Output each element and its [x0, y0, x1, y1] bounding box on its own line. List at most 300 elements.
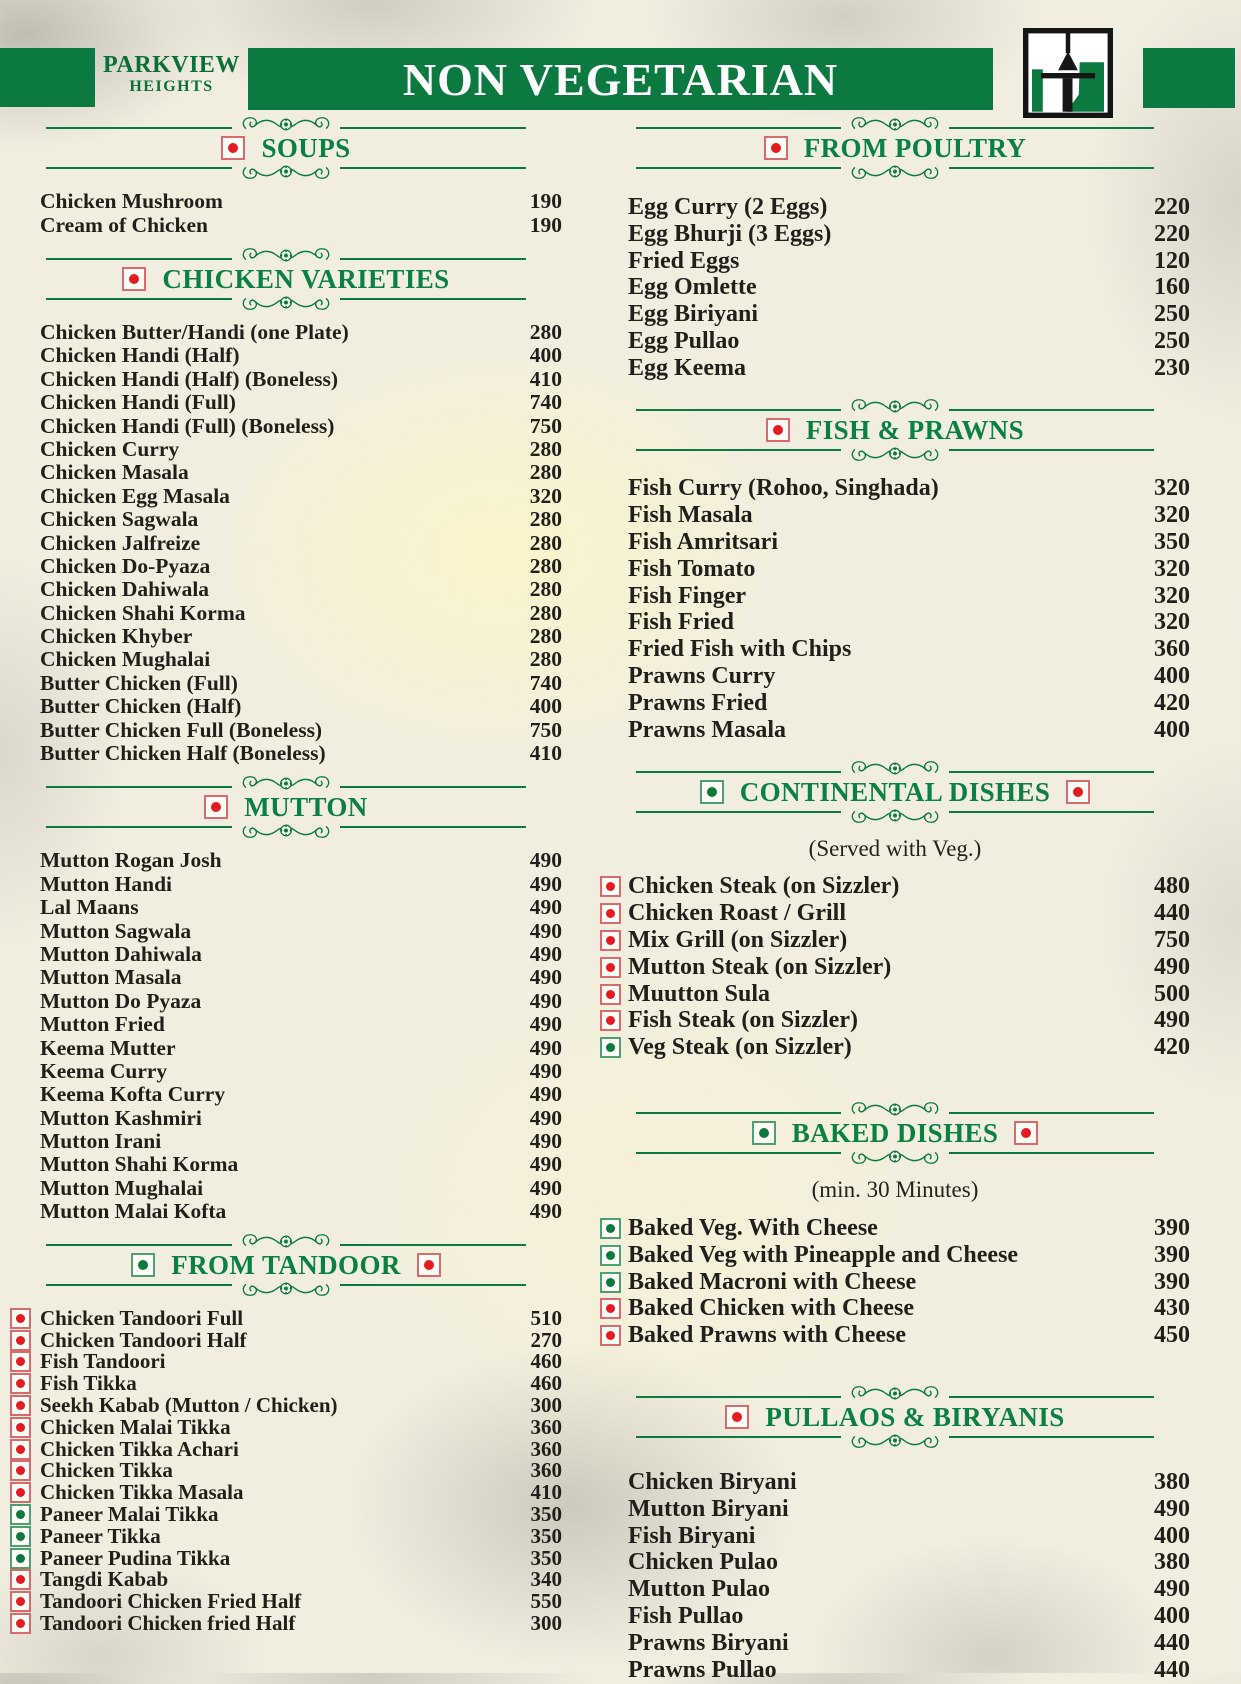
mark-dot	[16, 1532, 25, 1541]
section-title: FISH & PRAWNS	[805, 414, 1025, 445]
menu-item	[10, 718, 562, 741]
item-name: Chicken Shahi Korma	[40, 600, 246, 625]
veg-mark-icon	[600, 1037, 621, 1058]
menu-item	[10, 344, 562, 367]
item-name: Chicken Egg Masala	[40, 483, 230, 508]
section-title: FROM POULTRY	[803, 133, 1027, 163]
divider-line	[46, 1284, 232, 1286]
item-name: Egg Bhurji (3 Eggs)	[628, 220, 832, 247]
restaurant-logo-icon	[1022, 28, 1114, 118]
menu-section-continental-dishes	[600, 758, 1190, 1062]
menu-item	[10, 625, 562, 648]
menu-section-chicken-varieties	[10, 245, 562, 765]
veg-mark-icon	[10, 1526, 31, 1547]
section-subtitle: (Served with Veg.)	[808, 835, 982, 861]
divider-ornament	[600, 808, 1190, 826]
divider-ornament	[10, 1231, 562, 1249]
non-veg-mark-icon	[10, 1417, 31, 1438]
scroll-flourish-icon	[841, 1099, 949, 1117]
item-name: Egg Pullao	[628, 327, 740, 354]
divider-ornament	[10, 823, 562, 841]
mark-dot	[16, 1314, 25, 1323]
item-price: 400	[1154, 1522, 1190, 1549]
non-veg-mark-icon	[10, 1373, 31, 1394]
section-title: BAKED DISHES	[791, 1118, 999, 1149]
section-items	[10, 321, 562, 765]
menu-section-mutton	[10, 773, 562, 1223]
item-price: 490	[529, 941, 562, 966]
menu-item	[10, 1438, 562, 1460]
item-price: 490	[529, 1082, 562, 1107]
menu-item	[10, 531, 562, 554]
non-veg-mark-icon	[600, 957, 621, 978]
mark-dot	[1073, 787, 1083, 797]
non-veg-mark-icon	[1066, 780, 1090, 804]
menu-item	[10, 1395, 562, 1417]
item-price: 190	[529, 212, 562, 237]
divider-line	[340, 1244, 526, 1246]
menu-section-baked-dishes	[600, 1099, 1190, 1349]
non-veg-mark-icon	[600, 903, 621, 924]
item-name: Fried Eggs	[628, 247, 740, 274]
item-name: Chicken Pulao	[628, 1549, 779, 1576]
menu-item	[600, 1496, 1190, 1523]
mark-dot	[16, 1619, 25, 1628]
non-veg-mark-icon	[725, 1405, 749, 1429]
item-price: 320	[1154, 582, 1190, 609]
menu-item	[10, 1060, 562, 1083]
menu-item	[600, 1603, 1190, 1630]
divider-line	[340, 167, 526, 169]
item-name: Chicken Khyber	[40, 624, 193, 649]
item-price: 490	[1154, 953, 1190, 980]
item-price: 440	[1154, 1629, 1190, 1656]
item-price: 440	[1154, 1656, 1190, 1683]
divider-line	[949, 1436, 1154, 1438]
menu-item	[10, 1130, 562, 1153]
mark-dot	[16, 1445, 25, 1454]
menu-item	[10, 1591, 562, 1613]
item-price: 280	[529, 436, 562, 461]
item-name: Mutton Irani	[40, 1129, 162, 1154]
item-price: 360	[530, 1458, 562, 1483]
item-price: 320	[1154, 609, 1190, 636]
menu-item	[10, 1153, 562, 1176]
item-name: Prawns Masala	[628, 716, 786, 743]
mark-dot	[211, 802, 221, 812]
menu-column-right	[600, 114, 1190, 1683]
item-price: 490	[529, 848, 562, 873]
item-price: 390	[1154, 1241, 1190, 1268]
non-veg-mark-icon	[10, 1460, 31, 1481]
item-price: 350	[530, 1502, 562, 1527]
item-name: Fish Biryani	[628, 1522, 756, 1549]
scroll-flourish-icon	[841, 758, 949, 776]
mark-dot	[606, 936, 615, 945]
non-veg-mark-icon	[764, 136, 788, 160]
menu-item	[10, 1200, 562, 1223]
menu-item	[600, 529, 1190, 556]
item-name: Fish Steak (on Sizzler)	[628, 1007, 858, 1034]
item-name: Fish Tandoori	[40, 1349, 166, 1374]
section-items	[10, 190, 562, 237]
section-heading	[600, 777, 1190, 807]
item-price: 360	[1154, 636, 1190, 663]
item-name: Fish Tikka	[40, 1371, 137, 1396]
item-price: 490	[1154, 1495, 1190, 1522]
item-name: Mix Grill (on Sizzler)	[628, 927, 848, 954]
menu-item	[10, 1525, 562, 1547]
item-price: 490	[529, 965, 562, 990]
section-heading	[10, 792, 562, 822]
item-price: 460	[530, 1349, 562, 1374]
mark-dot	[424, 1260, 434, 1270]
menu-item	[10, 990, 562, 1013]
item-name: Chicken Masala	[40, 460, 189, 485]
veg-mark-icon	[600, 1272, 621, 1293]
item-name: Baked Macroni with Cheese	[628, 1268, 917, 1295]
divider-line	[949, 811, 1154, 813]
menu-item	[600, 1296, 1190, 1323]
divider-line	[636, 127, 841, 129]
menu-item	[600, 954, 1190, 981]
item-name: Chicken Butter/Handi (one Plate)	[40, 319, 349, 344]
item-price: 360	[530, 1414, 562, 1439]
item-price: 280	[529, 577, 562, 602]
item-name: Chicken Handi (Full)	[40, 390, 236, 415]
item-name: Chicken Handi (Full) (Boneless)	[40, 413, 335, 438]
section-title: MUTTON	[244, 792, 368, 823]
item-price: 230	[1154, 354, 1190, 381]
divider-line	[46, 298, 232, 300]
menu-item	[600, 636, 1190, 663]
brand-subname: HEIGHTS	[129, 78, 214, 95]
menu-item	[10, 321, 562, 344]
mark-dot	[16, 1379, 25, 1388]
item-name: Mutton Shahi Korma	[40, 1152, 239, 1177]
item-name: Veg Steak (on Sizzler)	[628, 1034, 852, 1061]
item-name: Fish Curry (Rohoo, Singhada)	[628, 475, 939, 502]
item-name: Baked Prawns with Cheese	[628, 1322, 907, 1349]
item-price: 380	[1154, 1469, 1190, 1496]
mark-dot	[228, 143, 238, 153]
non-veg-mark-icon	[600, 876, 621, 897]
item-name: Egg Biriyani	[628, 301, 759, 328]
item-price: 490	[529, 1199, 562, 1224]
item-price: 490	[1154, 1007, 1190, 1034]
divider-line	[949, 771, 1154, 773]
non-veg-mark-icon	[10, 1351, 31, 1372]
item-name: Chicken Tikka	[40, 1458, 173, 1483]
item-price: 480	[1154, 873, 1190, 900]
item-name: Chicken Steak (on Sizzler)	[628, 873, 900, 900]
item-price: 320	[1154, 475, 1190, 502]
veg-mark-icon	[700, 780, 724, 804]
menu-item	[10, 578, 562, 601]
item-name: Cream of Chicken	[40, 212, 209, 237]
item-price: 490	[529, 1152, 562, 1177]
item-name: Keema Mutter	[40, 1035, 176, 1060]
mark-dot	[16, 1401, 25, 1410]
divider-line	[636, 771, 841, 773]
menu-item	[600, 927, 1190, 954]
menu-item	[600, 1630, 1190, 1657]
divider-line	[46, 1244, 232, 1246]
divider-line	[949, 1112, 1154, 1114]
divider-ornament	[600, 1099, 1190, 1117]
mark-dot	[1021, 1128, 1031, 1138]
item-name: Mutton Biryani	[628, 1495, 789, 1522]
divider-ornament	[600, 1383, 1190, 1401]
scroll-flourish-icon	[232, 1281, 340, 1299]
section-heading	[10, 264, 562, 294]
menu-item	[10, 1177, 562, 1200]
divider-line	[636, 167, 841, 169]
item-price: 390	[1154, 1268, 1190, 1295]
mark-dot	[773, 425, 783, 435]
menu-item	[10, 1107, 562, 1130]
menu-item	[10, 919, 562, 942]
item-price: 220	[1154, 193, 1190, 220]
item-price: 320	[529, 483, 562, 508]
item-price: 490	[529, 895, 562, 920]
menu-item	[600, 900, 1190, 927]
menu-item	[600, 1469, 1190, 1496]
item-name: Chicken Tandoori Half	[40, 1327, 247, 1352]
scroll-flourish-icon	[232, 1231, 340, 1249]
mark-dot	[707, 787, 717, 797]
menu-column-left	[10, 114, 562, 1683]
menu-item	[600, 1034, 1190, 1061]
menu-item	[10, 695, 562, 718]
item-price: 490	[1154, 1576, 1190, 1603]
section-title: SOUPS	[261, 133, 351, 163]
item-name: Chicken Tikka Achari	[40, 1436, 239, 1461]
section-items	[600, 874, 1190, 1062]
mark-dot	[606, 1224, 615, 1233]
item-price: 280	[529, 507, 562, 532]
section-title: PULLAOS & BIRYANIS	[765, 1402, 1065, 1433]
item-price: 250	[1154, 301, 1190, 328]
item-price: 750	[529, 413, 562, 438]
section-items	[10, 849, 562, 1223]
divider-ornament	[600, 446, 1190, 464]
menu-item	[10, 1569, 562, 1591]
item-price: 280	[529, 460, 562, 485]
mark-dot	[16, 1488, 25, 1497]
item-price: 390	[1154, 1215, 1190, 1242]
scroll-flourish-icon	[841, 1149, 949, 1167]
item-name: Chicken Dahiwala	[40, 577, 210, 602]
item-price: 510	[530, 1305, 562, 1330]
menu-item	[10, 896, 562, 919]
divider-line	[636, 1152, 841, 1154]
divider-ornament	[10, 1281, 562, 1299]
divider-line	[636, 449, 841, 451]
divider-line	[949, 409, 1154, 411]
divider-line	[636, 1396, 841, 1398]
non-veg-mark-icon	[10, 1308, 31, 1329]
item-price: 490	[529, 1105, 562, 1130]
divider-line	[340, 1284, 526, 1286]
item-name: Chicken Do-Pyaza	[40, 553, 211, 578]
divider-line	[340, 258, 526, 260]
divider-line	[636, 1436, 841, 1438]
item-name: Chicken Handi (Half)	[40, 343, 240, 368]
section-heading	[600, 415, 1190, 445]
item-name: Paneer Tikka	[40, 1523, 161, 1548]
divider-ornament	[10, 295, 562, 313]
divider-line	[46, 258, 232, 260]
non-veg-mark-icon	[204, 795, 228, 819]
item-name: Butter Chicken (Full)	[40, 670, 238, 695]
title-bar	[248, 48, 993, 110]
item-price: 300	[530, 1611, 562, 1636]
menu-item	[600, 690, 1190, 717]
menu-item	[10, 485, 562, 508]
item-name: Chicken Biryani	[628, 1469, 797, 1496]
item-price: 500	[1154, 980, 1190, 1007]
menu-item	[10, 742, 562, 765]
menu-item	[10, 213, 562, 236]
section-items	[600, 476, 1190, 744]
item-name: Prawns Fried	[628, 689, 768, 716]
menu-item	[10, 1460, 562, 1482]
item-name: Chicken Curry	[40, 436, 180, 461]
item-name: Mutton Do Pyaza	[40, 988, 202, 1013]
menu-item	[10, 1329, 562, 1351]
item-name: Chicken Roast / Grill	[628, 900, 847, 927]
brand	[95, 52, 248, 96]
scroll-flourish-icon	[232, 245, 340, 263]
divider-line	[949, 449, 1154, 451]
item-name: Chicken Tikka Masala	[40, 1480, 244, 1505]
divider-ornament	[10, 245, 562, 263]
non-veg-mark-icon	[766, 418, 790, 442]
item-name: Mutton Sagwala	[40, 918, 192, 943]
veg-mark-icon	[600, 1218, 621, 1239]
menu-item	[10, 1036, 562, 1059]
brand-name: PARKVIEW	[103, 52, 240, 78]
mark-dot	[606, 1016, 615, 1025]
item-name: Mutton Rogan Josh	[40, 848, 222, 873]
item-name: Chicken Jalfreize	[40, 530, 201, 555]
header-right-bar	[1143, 48, 1235, 108]
item-name: Mutton Handi	[40, 871, 173, 896]
item-price: 490	[529, 871, 562, 896]
menu-item	[600, 1657, 1190, 1684]
item-price: 400	[529, 694, 562, 719]
item-name: Mutton Kashmiri	[40, 1105, 202, 1130]
item-price: 190	[529, 189, 562, 214]
non-veg-mark-icon	[600, 984, 621, 1005]
menu-item	[600, 1322, 1190, 1349]
menu-item	[10, 943, 562, 966]
mark-dot	[16, 1336, 25, 1345]
menu-item	[10, 1482, 562, 1504]
item-price: 250	[1154, 327, 1190, 354]
item-name: Seekh Kabab (Mutton / Chicken)	[40, 1393, 338, 1418]
mark-dot	[606, 1331, 615, 1340]
mark-dot	[606, 990, 615, 999]
section-title: CHICKEN VARIETIES	[162, 263, 450, 294]
menu-item	[600, 1269, 1190, 1296]
menu-item	[10, 1351, 562, 1373]
mark-dot	[606, 1304, 615, 1313]
non-veg-mark-icon	[1014, 1121, 1038, 1145]
item-price: 280	[529, 600, 562, 625]
menu-item	[600, 502, 1190, 529]
divider-ornament	[600, 396, 1190, 414]
menu-item	[10, 1416, 562, 1438]
item-name: Fish Tomato	[628, 555, 756, 582]
non-veg-mark-icon	[600, 1298, 621, 1319]
section-heading	[600, 133, 1190, 163]
item-price: 420	[1154, 689, 1190, 716]
menu-item	[10, 1613, 562, 1635]
divider-line	[340, 826, 526, 828]
non-veg-mark-icon	[417, 1253, 441, 1277]
item-price: 280	[529, 647, 562, 672]
item-name: Fish Amritsari	[628, 529, 778, 556]
menu-item	[10, 190, 562, 213]
mark-dot	[16, 1510, 25, 1519]
menu-item	[600, 248, 1190, 275]
item-price: 740	[529, 390, 562, 415]
scroll-flourish-icon	[841, 808, 949, 826]
menu-item	[600, 1215, 1190, 1242]
non-veg-mark-icon	[10, 1482, 31, 1503]
menu-item	[10, 1373, 562, 1395]
veg-mark-icon	[752, 1121, 776, 1145]
divider-line	[46, 167, 232, 169]
item-price: 320	[1154, 502, 1190, 529]
scroll-flourish-icon	[232, 164, 340, 182]
item-name: Fish Pullao	[628, 1603, 744, 1629]
mark-dot	[732, 1412, 742, 1422]
item-price: 490	[529, 918, 562, 943]
menu-item	[600, 355, 1190, 382]
non-veg-mark-icon	[600, 1325, 621, 1346]
item-price: 280	[529, 624, 562, 649]
menu-item	[10, 414, 562, 437]
menu-item	[600, 874, 1190, 901]
divider-line	[949, 167, 1154, 169]
menu-item	[600, 556, 1190, 583]
item-price: 400	[1154, 663, 1190, 690]
item-price: 490	[529, 1035, 562, 1060]
item-name: Keema Curry	[40, 1058, 168, 1083]
menu-item	[10, 391, 562, 414]
non-veg-mark-icon	[10, 1613, 31, 1634]
item-price: 350	[530, 1545, 562, 1570]
section-items	[600, 194, 1190, 382]
mark-dot	[16, 1554, 25, 1563]
item-name: Keema Kofta Curry	[40, 1082, 226, 1107]
item-price: 300	[530, 1393, 562, 1418]
menu-item	[600, 221, 1190, 248]
item-name: Paneer Pudina Tikka	[40, 1545, 231, 1570]
menu-section-pullaos-biryanis	[600, 1383, 1190, 1683]
scroll-flourish-icon	[841, 164, 949, 182]
menu-item	[10, 1083, 562, 1106]
item-name: Butter Chicken Half (Boneless)	[40, 741, 326, 766]
scroll-flourish-icon	[232, 295, 340, 313]
section-items	[10, 1307, 562, 1634]
mark-dot	[16, 1597, 25, 1606]
menu-item	[600, 476, 1190, 503]
mark-dot	[771, 143, 781, 153]
